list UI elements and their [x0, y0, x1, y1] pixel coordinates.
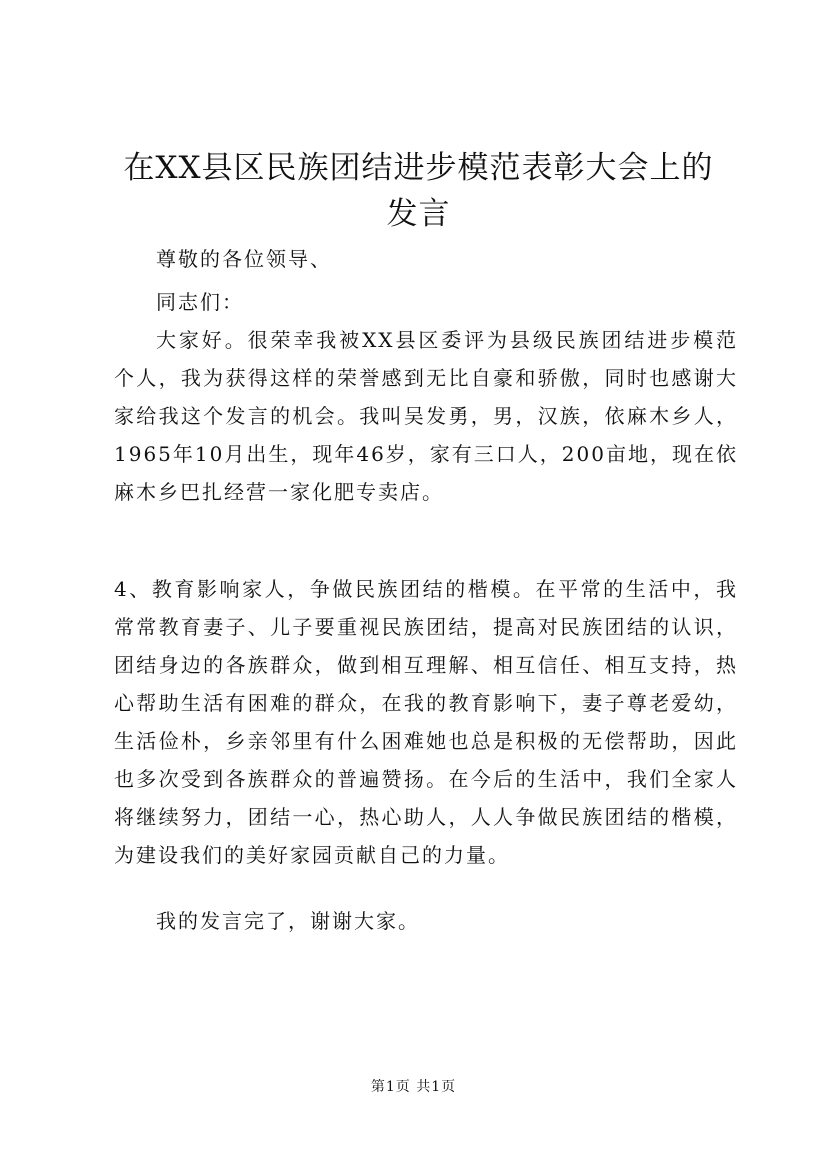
closing-line: 我的发言完了，谢谢大家。	[156, 909, 420, 933]
page-footer: 第1页 共1页	[370, 1079, 457, 1095]
salutation-line-2: 同志们：	[156, 290, 244, 314]
salutation-line-1: 尊敬的各位领导、	[156, 247, 332, 271]
document-title: 在XX县区民族团结进步模范表彰大会上的发言	[123, 150, 714, 232]
section-4-paragraph: 4、教育影响家人，争做民族团结的楷模。在平常的生活中，我常常教育妻子、儿子要重视民族团结，提高对民族团结的认识，团结身边的各族群众，做到相互理解、相互信任、相互支持，热心帮助生活有困难的群众，在我的教育影响下，妻子尊老爱幼，生活俭朴，乡亲邻里有什么困难她也总是积极的无偿帮助，因此也多次受到各族群众的普遍赞扬。在今后的生活中，我们全家人将继续努力，团结一心，热心助人，人人争做民族团结的楷模，为建设我们的美好家园贡献自己的力量。	[114, 577, 738, 867]
intro-paragraph: 大家好。很荣幸我被XX县区委评为县级民族团结进步模范个人，我为获得这样的荣誉感到无比自豪和骄傲，同时也感谢大家给我这个发言的机会。我叫吴发勇，男，汉族，依麻木乡人，1965年10月出生，现年46岁，家有三口人，200亩地，现在依麻木乡巴扎经营一家化肥专卖店。	[114, 328, 738, 504]
